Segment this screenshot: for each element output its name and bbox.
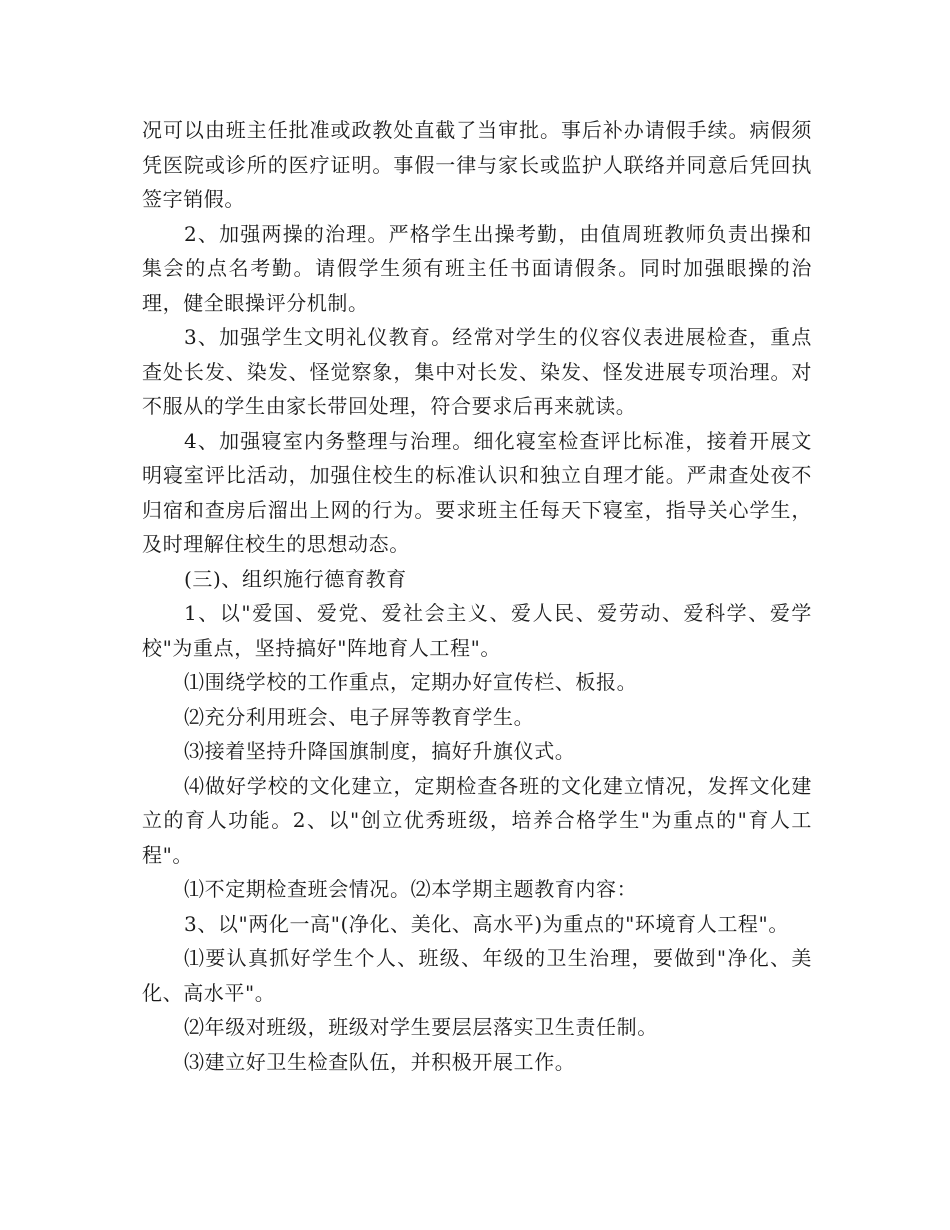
paragraph: 1、以"爱国、爱党、爱社会主义、爱人民、爱劳动、爱科学、爱学校"为重点，坚持搞好"阵地育人工程"。 xyxy=(142,601,812,660)
list-item: ⑶接着坚持升降国旗制度，搞好升旗仪式。 xyxy=(184,739,576,763)
document-page xyxy=(142,113,812,1079)
paragraph: 况可以由班主任批准或政教处直截了当审批。事后补办请假手续。病假须凭医院或诊所的医疗证明。事假一律与家长或监护人联络并同意后凭回执签字销假。 xyxy=(142,118,812,211)
paragraph: 4、加强寝室内务整理与治理。细化寝室检查评比标准，接着开展文明寝室评比活动，加强住校生的标准认识和独立自理才能。严肃查处夜不归宿和查房后溜出上网的行为。要求班主任每天下寝室，指导关心学生，及时理解住校生的思想动态。 xyxy=(142,428,812,556)
list-item: ⑷做好学校的文化建立，定期检查各班的文化建立情况，发挥文化建立的育人功能。2、以"创立优秀班级，培养合格学生"为重点的"育人工程"。 xyxy=(142,773,812,867)
paragraph: 3、以"两化一高"(净化、美化、高水平)为重点的"环境育人工程"。 xyxy=(184,911,789,936)
paragraph: 3、加强学生文明礼仪教育。经常对学生的仪容仪表进展检查，重点查处长发、染发、怪觉察象，集中对长发、染发、怪发进展专项治理。对不服从的学生由家长带回处理，符合要求后再来就读。 xyxy=(142,325,812,418)
list-item: ⑴要认真抓好学生个人、班级、年级的卫生治理，要做到"净化、美化、高水平"。 xyxy=(142,946,812,1005)
list-item: ⑵年级对班级，班级对学生要层层落实卫生责任制。 xyxy=(184,1015,658,1039)
list-item: ⑴不定期检查班会情况。⑵本学期主题教育内容： xyxy=(184,877,638,901)
paragraph: 2、加强两操的治理。严格学生出操考勤，由值周班教师负责出操和集会的点名考勤。请假学生须有班主任书面请假条。同时加强眼操的治理，健全眼操评分机制。 xyxy=(142,221,812,315)
list-item: ⑵充分利用班会、电子屏等教育学生。 xyxy=(184,704,535,729)
list-item: ⑴围绕学校的工作重点，定期办好宣传栏、板报。 xyxy=(184,670,638,694)
section-heading: (三)、组织施行德育教育 xyxy=(184,566,407,591)
list-item: ⑶建立好卫生检查队伍，并积极开展工作。 xyxy=(184,1049,576,1074)
